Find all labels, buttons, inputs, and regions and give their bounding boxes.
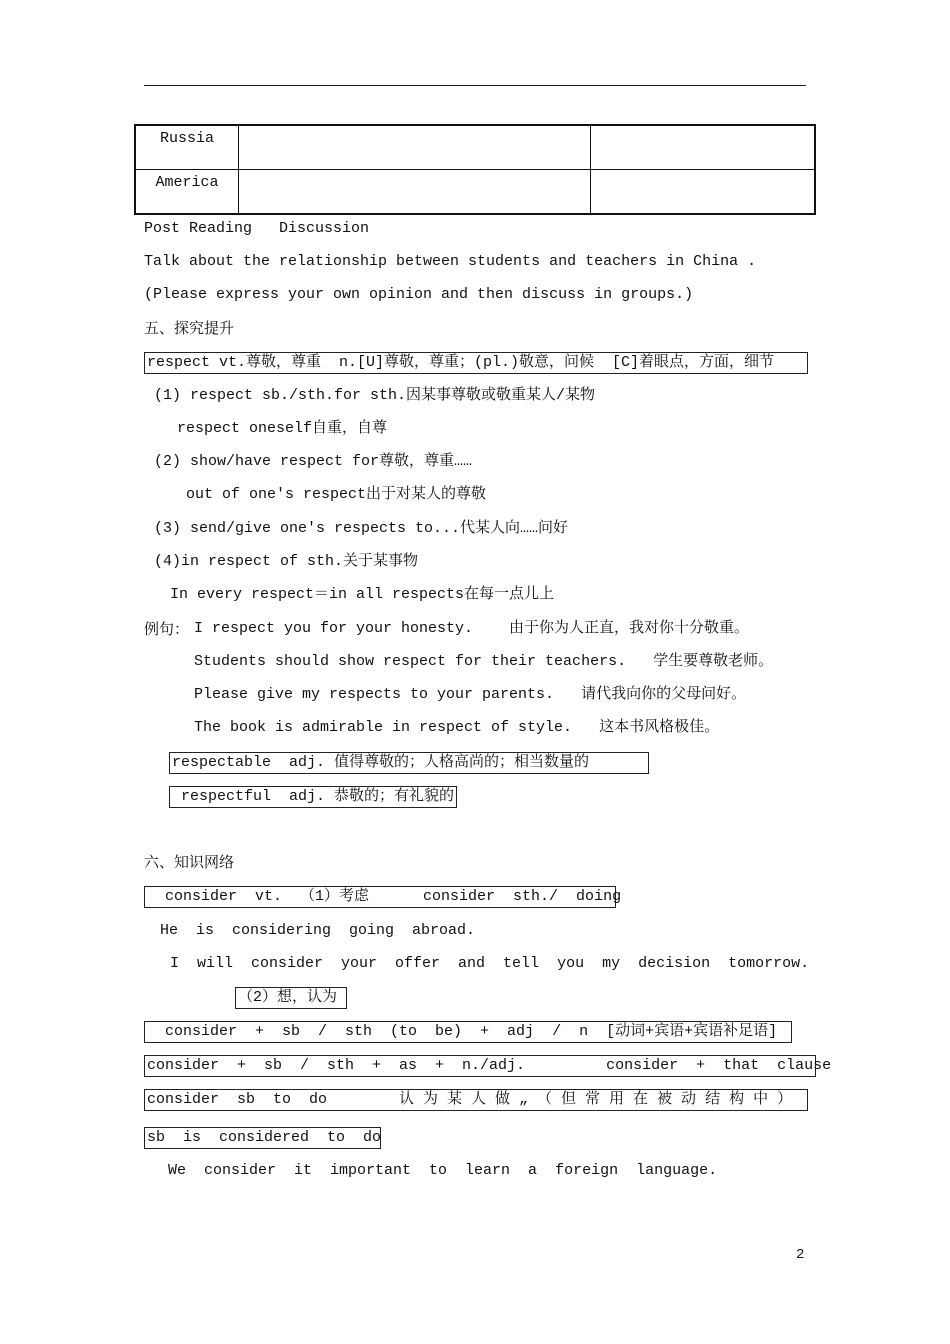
pattern-box: consider + sb / sth + as + n./adj. consider + that clause bbox=[144, 1055, 816, 1077]
usage-item: respect oneself自重，自尊 bbox=[177, 420, 388, 437]
example-sentence: We consider it important to learn a foreign language. bbox=[168, 1162, 718, 1179]
section6-title: 六、知识网络 bbox=[144, 853, 235, 871]
respectable-box: respectable adj. 值得尊敬的；人格高尚的；相当数量的 bbox=[169, 752, 649, 774]
example-sentence: The book is admirable in respect of style. 这本书风格极佳。 bbox=[194, 719, 720, 736]
example-sentence: Students should show respect for their teachers. 学生要尊敬老师。 bbox=[194, 653, 774, 670]
table-cell-empty bbox=[591, 170, 816, 215]
header-rule bbox=[144, 85, 806, 86]
country-table bbox=[134, 124, 816, 215]
examples-label: 例句： bbox=[144, 620, 190, 638]
example-sentence: I will consider your offer and tell you my decision tomorrow. bbox=[170, 955, 810, 972]
section5-title: 五、探究提升 bbox=[144, 319, 235, 337]
think-box: （2）想，认为 bbox=[235, 987, 347, 1009]
table-cell-country: America bbox=[135, 170, 239, 215]
page-number: 2 bbox=[796, 1247, 805, 1263]
respect-definition-box: respect vt.尊敬，尊重 n.[U]尊敬，尊重；(pl.)敬意，问候 [C]着眼点，方面，细节 bbox=[144, 352, 808, 374]
usage-item: (4)in respect of sth.关于某事物 bbox=[154, 553, 419, 570]
example-sentence: Please give my respects to your parents. 请代我向你的父母问好。 bbox=[194, 686, 747, 703]
usage-item: (2) show/have respect for尊敬，尊重…… bbox=[154, 453, 473, 470]
respectful-box: respectful adj. 恭敬的；有礼貌的 bbox=[169, 786, 457, 808]
table-cell-country: Russia bbox=[135, 125, 239, 170]
example-sentence: He is considering going abroad. bbox=[160, 922, 476, 939]
pattern-box: sb is considered to do bbox=[144, 1127, 381, 1149]
usage-item: out of one's respect出于对某人的尊敬 bbox=[186, 486, 487, 503]
post-reading-note: (Please express your own opinion and then discuss in groups.) bbox=[144, 286, 694, 303]
table-cell-empty bbox=[591, 125, 816, 170]
table-cell-empty bbox=[239, 125, 591, 170]
post-reading-heading: Post Reading Discussion bbox=[144, 220, 370, 237]
usage-item: (1) respect sb./sth.for sth.因某事尊敬或敬重某人/某物 bbox=[154, 387, 596, 404]
pattern-box: consider + sb / sth (to be) + adj / n [动词+宾语+宾语补足语] bbox=[144, 1021, 792, 1043]
example-sentence: I respect you for your honesty. 由于你为人正直，我对你十分敬重。 bbox=[194, 620, 750, 637]
usage-item: (3) send/give one's respects to...代某人向……问好 bbox=[154, 520, 569, 537]
table-cell-empty bbox=[239, 170, 591, 215]
consider-box: consider vt. （1）考虑 consider sth./ doing bbox=[144, 886, 616, 908]
table-row bbox=[135, 170, 815, 215]
pattern-box: consider sb to do 认 为 某 人 做 „ （ 但 常 用 在 被 动 结 构 中 ） bbox=[144, 1089, 808, 1111]
usage-item: In every respect＝in all respects在每一点儿上 bbox=[170, 586, 555, 603]
table-row bbox=[135, 125, 815, 170]
post-reading-task: Talk about the relationship between students and teachers in China . bbox=[144, 253, 757, 270]
